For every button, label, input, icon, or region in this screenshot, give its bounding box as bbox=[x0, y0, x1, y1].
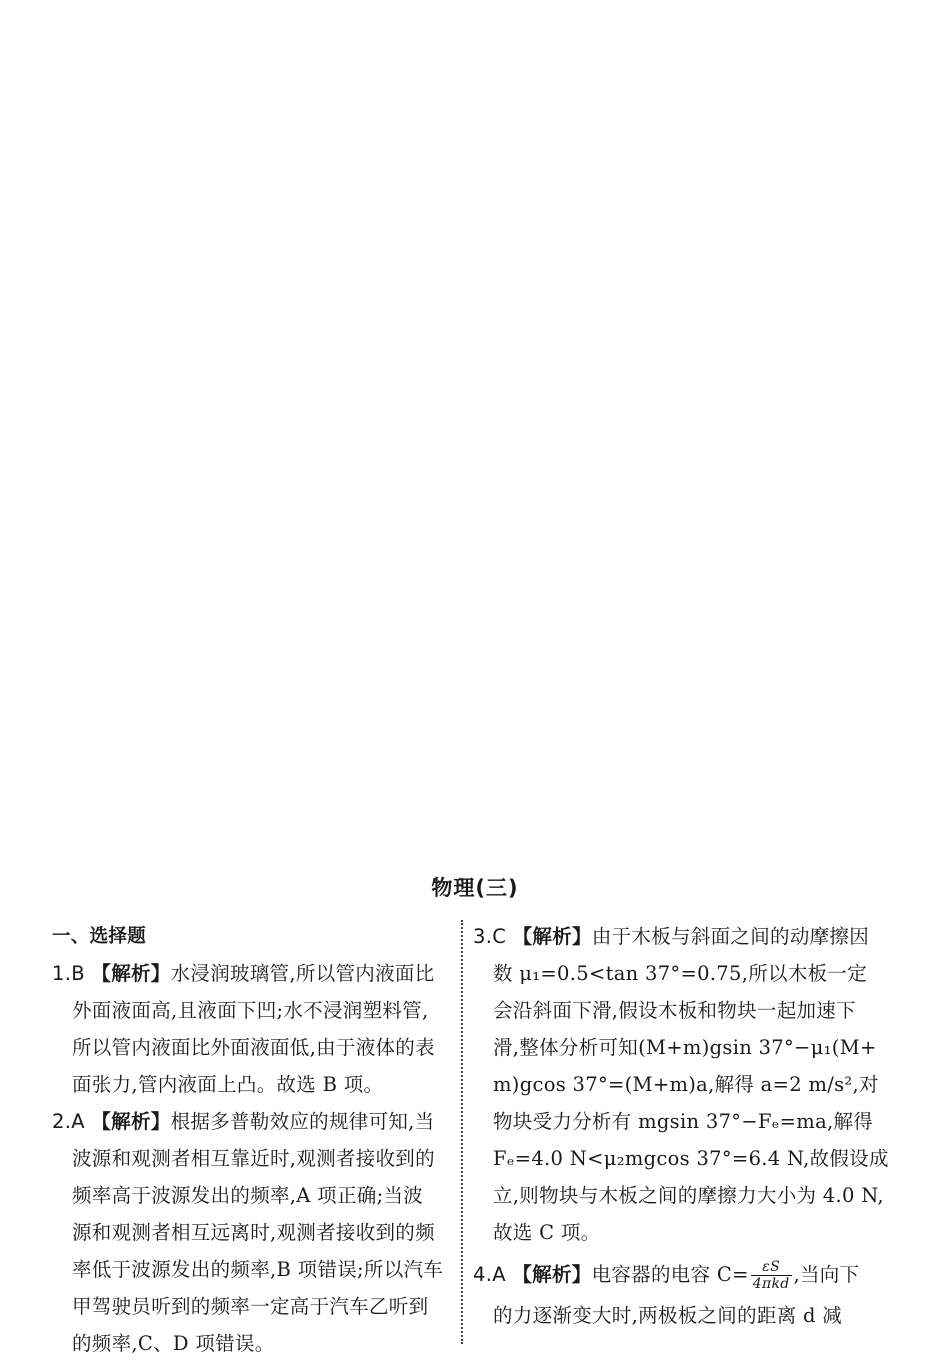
fraction-denominator: 4πkd bbox=[752, 1276, 790, 1292]
answer-line: 数 μ₁=0.5<tan 37°=0.75,所以木板一定 bbox=[493, 962, 868, 985]
answer-text: 电容器的电容 C= bbox=[591, 1263, 749, 1286]
answer-line: 频率高于波源发出的频率,A 项正确;当波 bbox=[72, 1184, 424, 1207]
answer-line: 的频率,C、D 项错误。 bbox=[72, 1332, 275, 1355]
question-number: 1.B bbox=[52, 962, 85, 985]
analysis-tag: 【解析】 bbox=[91, 962, 171, 985]
answer-line: 面张力,管内液面上凸。故选 B 项。 bbox=[72, 1073, 384, 1096]
page-title: 物理(三) bbox=[431, 876, 519, 900]
answer-line: 甲驾驶员听到的频率一定高于汽车乙听到 bbox=[72, 1295, 429, 1318]
section-title: 一、选择题 bbox=[52, 926, 147, 947]
question-4 bbox=[473, 1253, 878, 1334]
answer-line: 外面液面高,且液面下凹;水不浸润塑料管, bbox=[72, 999, 429, 1022]
capacitance-fraction bbox=[751, 1259, 792, 1292]
analysis-tag: 【解析】 bbox=[512, 1263, 592, 1286]
answer-line: 由于木板与斜面之间的动摩擦因 bbox=[591, 925, 870, 948]
answer-line: 水浸润玻璃管,所以管内液面比 bbox=[170, 962, 435, 985]
answer-line: 的力逐渐变大时,两极板之间的距离 d 减 bbox=[493, 1304, 843, 1327]
left-column bbox=[52, 918, 452, 1362]
question-number: 2.A bbox=[52, 1110, 85, 1133]
analysis-tag: 【解析】 bbox=[91, 1110, 171, 1133]
question-2 bbox=[52, 1103, 452, 1362]
answer-line: 波源和观测者相互靠近时,观测者接收到的 bbox=[72, 1147, 435, 1170]
column-divider bbox=[461, 920, 463, 1344]
analysis-tag: 【解析】 bbox=[512, 925, 592, 948]
question-number: 3.C bbox=[473, 925, 507, 948]
answer-line: m)gcos 37°=(M+m)a,解得 a=2 m/s²,对 bbox=[493, 1073, 879, 1096]
answer-line: 源和观测者相互远离时,观测者接收到的频 bbox=[72, 1221, 435, 1244]
answer-text: ,当向下 bbox=[793, 1263, 860, 1286]
fraction-numerator: εS bbox=[751, 1259, 792, 1276]
answer-line: 根据多普勒效应的规律可知,当 bbox=[170, 1110, 435, 1133]
question-3 bbox=[473, 918, 889, 1251]
answer-line: 立,则物块与木板之间的摩擦力大小为 4.0 N, bbox=[493, 1184, 884, 1207]
answer-line: 所以管内液面比外面液面低,由于液体的表 bbox=[72, 1036, 435, 1059]
answer-line: 故选 C 项。 bbox=[493, 1221, 601, 1244]
right-column bbox=[473, 918, 889, 1334]
answer-line: 会沿斜面下滑,假设木板和物块一起加速下 bbox=[493, 999, 856, 1022]
answer-line: 率低于波源发出的频率,B 项错误;所以汽车 bbox=[72, 1258, 444, 1281]
answer-line: 物块受力分析有 mgsin 37°−Fₑ=ma,解得 bbox=[493, 1110, 874, 1133]
answer-line: Fₑ=4.0 N<μ₂mgcos 37°=6.4 N,故假设成 bbox=[493, 1147, 889, 1170]
answer-line: 滑,整体分析可知(M+m)gsin 37°−μ₁(M+ bbox=[493, 1036, 877, 1059]
question-1 bbox=[52, 955, 452, 1103]
question-number: 4.A bbox=[473, 1263, 506, 1286]
